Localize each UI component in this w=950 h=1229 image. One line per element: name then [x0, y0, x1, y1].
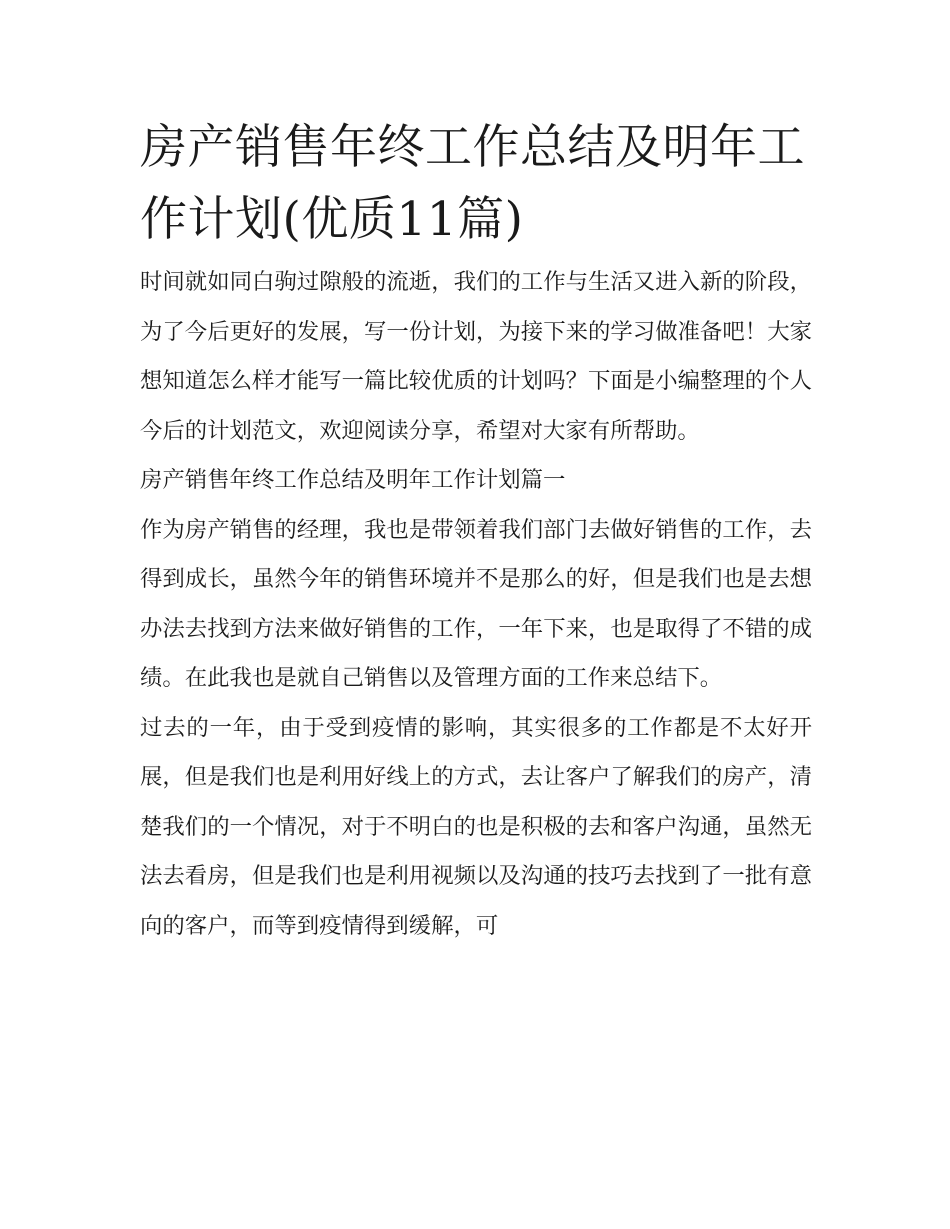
body-paragraph-1: 作为房产销售的经理，我也是带领着我们部门去做好销售的工作，去得到成长，虽然今年的销售环境并不是那么的好，但是我们也是去想办法去找到方法来做好销售的工作，一年下来，也是取得了不错的成绩。在此我也是就自己销售以及管理方面的工作来总结下。: [140, 516, 812, 691]
document-page: [140, 112, 812, 951]
body-paragraph-2: 过去的一年，由于受到疫情的影响，其实很多的工作都是不太好开展，但是我们也是利用好线上的方式，去让客户了解我们的房产，清楚我们的一个情况，对于不明白的也是积极的去和客户沟通，虽然无法去看房，但是我们也是利用视频以及沟通的技巧去找到了一批有意向的客户，而等到疫情得到缓解，可: [140, 714, 812, 939]
section-heading: 房产销售年终工作总结及明年工作计划篇一: [140, 467, 566, 493]
intro-paragraph: 时间就如同白驹过隙般的流逝，我们的工作与生活又进入新的阶段，为了今后更好的发展，写一份计划，为接下来的学习做准备吧！大家想知道怎么样才能写一篇比较优质的计划吗？下面是小编整理的个人今后的计划范文，欢迎阅读分享，希望对大家有所帮助。: [140, 269, 812, 444]
document-title: 房产销售年终工作总结及明年工作计划(优质11篇): [140, 120, 805, 247]
